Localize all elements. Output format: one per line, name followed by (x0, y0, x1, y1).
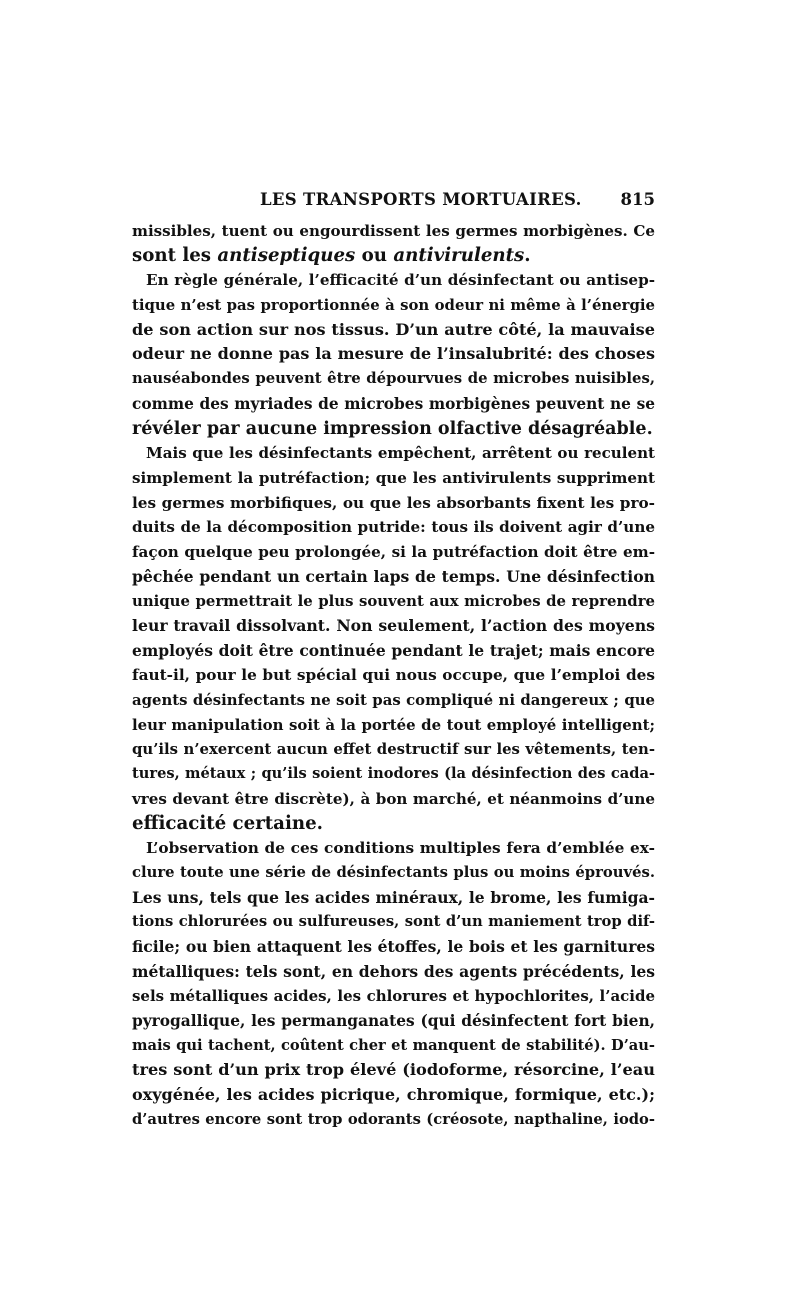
text-line: comme des myriades de microbes morbigènes peuvent ne se (132, 394, 655, 413)
text-line: missibles, tuent ou engourdissent les germes morbigènes. Ce (132, 222, 655, 240)
text-line: leur manipulation soit à la portée de tout employé intelligent; (132, 715, 655, 734)
text-line: tique n’est pas proportionnée à son odeur ni même à l’énergie (132, 296, 655, 315)
text-line: odeur ne donne pas la mesure de l’insalubrité: des choses (132, 344, 655, 364)
text-line: pêchée pendant un certain laps de temps. Une désinfection (132, 566, 655, 586)
text-line: agents désinfectants ne soit pas compliqué ni dangereux ; que (132, 691, 655, 710)
text-line: tres sont d’un prix trop élevé (iodoforme, résorcine, l’eau (132, 1060, 655, 1080)
running-head (132, 190, 655, 212)
text-line: efficacité certaine. (132, 812, 324, 834)
text-line: façon quelque peu prolongée, si la putréfaction doit être em- (132, 542, 655, 561)
text-line: tions chlorurées ou sulfureuses, sont d’un maniement trop dif- (132, 913, 655, 931)
text-line: leur travail dissolvant. Non seulement, l’action des moyens (132, 616, 655, 635)
text-line: employés doit être continuée pendant le trajet; mais encore (132, 640, 655, 660)
text-line: de son action sur nos tissus. D’un autre côté, la mauvaise (132, 319, 655, 339)
paragraph-first-line: L’observation de ces conditions multiples fera d’emblée ex- (146, 839, 655, 858)
text-line: d’autres encore sont trop odorants (créosote, napthaline, iodo- (132, 1110, 655, 1128)
text-line: vres devant être discrète), à bon marché, et néanmoins d’une (132, 789, 655, 808)
body-text (132, 219, 655, 1132)
text-line: qu’ils n’exercent aucun effet destructif sur les vêtements, ten- (132, 740, 655, 759)
text-line: nauséabondes peuvent être dépourvues de microbes nuisibles, (132, 370, 655, 388)
text-line: clure toute une série de désinfectants plus ou moins éprouvés. (132, 863, 655, 881)
text-line: oxygénée, les acides picrique, chromique, formique, etc.); (132, 1085, 655, 1105)
text-line: simplement la putréfaction; que les antivirulents suppriment (132, 468, 655, 487)
text-line: tures, métaux ; qu’ils soient inodores (la désinfection des cada- (132, 765, 655, 783)
running-title: LES TRANSPORTS MORTUAIRES. (260, 190, 582, 209)
text-line: sels métalliques acides, les chlorures et hypochlorites, l’acide (132, 987, 655, 1006)
text-line: ficile; ou bien attaquent les étoffes, le bois et les garnitures (132, 936, 655, 956)
text-line: pyrogallique, les permanganates (qui désinfectent fort bien, (132, 1012, 655, 1030)
text-line: mais qui tachent, coûtent cher et manquent de stabilité). D’au- (132, 1036, 655, 1054)
italic-term: antivirulents (393, 244, 525, 266)
page-number: 815 (620, 190, 655, 209)
italic-term: antiseptiques (217, 244, 356, 266)
text-line: révéler par aucune impression olfactive désagréable. (132, 418, 653, 439)
text-line: unique permettrait le plus souvent aux microbes de reprendre (132, 592, 655, 611)
text-line: les germes morbifiques, ou que les absorbants fixent les pro- (132, 493, 655, 512)
text-line: métalliques: tels sont, en dehors des agents précédents, les (132, 961, 655, 981)
paragraph-first-line: Mais que les désinfectants empêchent, arrêtent ou reculent (146, 444, 655, 463)
text-line: duits de la décomposition putride: tous ils doivent agir d’une (132, 518, 655, 537)
text-line: sont les antiseptiques ou antivirulents. (132, 244, 531, 266)
text-line: Les uns, tels que les acides minéraux, le brome, les fumiga- (132, 887, 655, 907)
text-line: faut-il, pour le but spécial qui nous occupe, que l’emploi des (132, 666, 655, 685)
paragraph-first-line: En règle générale, l’efficacité d’un désinfectant ou antisep- (146, 271, 655, 290)
